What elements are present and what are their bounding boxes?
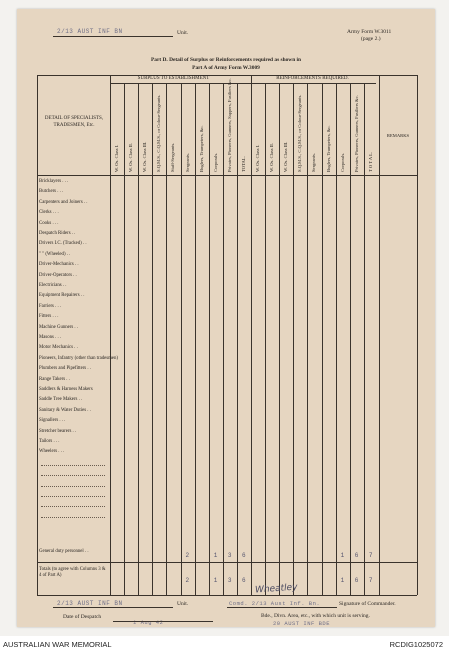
surplus-col-header: TOTAL. — [240, 156, 246, 172]
col-divider-reinf — [336, 84, 337, 595]
surplus-col-header: Staff-Sergeants. — [170, 142, 176, 172]
surplus-col-header: Corporals. — [212, 152, 218, 172]
col-divider-surplus — [152, 84, 153, 595]
unit-stamp-top: 2/13 AUST INF BN — [57, 28, 123, 35]
col-divider-surplus — [138, 84, 139, 595]
col-divider-reinf — [293, 84, 294, 595]
blank-row — [41, 486, 105, 487]
col-divider-remarks — [379, 75, 380, 595]
general-duty-value: 1 — [213, 552, 218, 559]
surplus-col-header: Privates, Pioneers, Gunners, Sappers, Fusiliers &c. — [226, 78, 232, 172]
col-divider-surplus — [166, 84, 167, 595]
col-divider-reinf — [364, 84, 365, 595]
col-divider-reinf — [350, 84, 351, 595]
archive-name: AUSTRALIAN WAR MEMORIAL — [3, 640, 112, 649]
table-row-label: Plumbers and Pipefitters . . — [39, 366, 91, 372]
table-row-label: Saddle Tree Makers . . — [39, 397, 83, 403]
total-value: 7 — [368, 577, 373, 584]
reinf-col-header: T O T A L. — [367, 151, 373, 172]
archive-bar — [0, 636, 449, 653]
reinforcements-header: REINFORCEMENTS REQUIRED. — [276, 76, 349, 81]
title-line-2: Part A of Army Form W.3009 — [192, 65, 260, 71]
table-row-label: Range Takers . . — [39, 376, 70, 382]
form-sheet — [17, 9, 435, 627]
col-divider-reinf — [307, 84, 308, 595]
table-row-label: Motor Mechanics . . — [39, 345, 78, 351]
table-row-label: Clerks . . . — [39, 210, 59, 216]
col-divider-surplus — [237, 84, 238, 595]
table-row-label: Cooks . . . — [39, 220, 59, 226]
surplus-header: SURPLUS TO ESTABLISHMENT — [137, 76, 210, 81]
despatch-stamp: 1 Aug 42 — [133, 619, 164, 626]
table-row-label: Farriers . . . — [39, 303, 62, 309]
general-duty-label: General duty personnel . . — [39, 549, 89, 554]
table-row-label: Sanitary & Water Duties . . — [39, 407, 91, 413]
totals-label: Totals (to agree with Columns 3 & 4 of Part A) — [39, 567, 106, 578]
total-value: 6 — [241, 577, 246, 584]
unit-stamp-bottom: 2/13 AUST INF BN — [57, 600, 123, 607]
general-duty-value: 3 — [227, 552, 232, 559]
table-row-label: Tailors . . . — [39, 439, 60, 444]
table-row-label: " " (Wheeled) . . — [39, 251, 71, 257]
total-value: 3 — [227, 577, 232, 584]
surplus-col-header: W. Os. Class II. — [128, 143, 134, 172]
table-row-label: Equipment Repairers . . — [39, 293, 85, 299]
col-divider-reinf — [322, 84, 323, 595]
total-value: 6 — [354, 577, 359, 584]
col-divider-surplus — [124, 84, 125, 595]
col-divider-surplus — [223, 84, 224, 595]
col-divider-surplus — [181, 84, 182, 595]
table-row-label: Driver-Operators . . — [39, 272, 77, 278]
surplus-col-header: S.Q.M.S., C.Q.M.S., or Colour-Sergeants. — [156, 94, 162, 172]
table-row-label: Fitters . . . — [39, 314, 59, 320]
reinf-col-header: W. Os. Class I. — [255, 144, 260, 172]
commander-stamp: Comd. 2/13 Aust Inf. Bn. — [229, 600, 321, 607]
total-value: 1 — [340, 577, 345, 584]
table-row-label: Pioneers, Infantry (other than tradesmen) — [39, 355, 118, 361]
col-divider-surplus — [195, 84, 196, 595]
table-row-label: Masons . . . — [39, 335, 62, 340]
unit-label-bottom: Unit. — [177, 601, 189, 607]
table-row-label: Butchers . . . — [39, 189, 64, 195]
col-divider-surplus — [209, 84, 210, 595]
archive-id: RCDIG1025072 — [389, 640, 443, 649]
general-duty-value: 6 — [354, 552, 359, 559]
despatch-label: Date of Despatch — [63, 614, 102, 620]
signature-label: Signature of Commander. — [339, 601, 396, 607]
reinf-col-header: Corporals. — [339, 152, 345, 172]
general-duty-value: 2 — [185, 552, 190, 559]
unit-label-top: Unit. — [177, 30, 189, 36]
remarks-header: REMARKS — [386, 133, 410, 138]
detail-table — [17, 9, 435, 627]
col-divider-detail — [110, 75, 111, 595]
blank-row — [41, 496, 105, 497]
surplus-col-header: W. Os. Class I. — [114, 144, 119, 172]
table-row-label: Stretcher bearers . . — [39, 428, 77, 434]
reinf-col-header: S.Q.M.S., C.Q.M.S., or Colour-Sergeants. — [297, 94, 303, 172]
table-row-label: Bricklayers . . . — [39, 179, 69, 184]
reinf-col-header: Buglers, Trumpeters, &c. — [325, 125, 331, 172]
blank-row — [41, 465, 105, 466]
commander-signature: Wheatley — [254, 582, 298, 596]
col-divider-reinf — [279, 84, 280, 595]
title-line-1: Part D. Detail of Surplus or Reinforcements required as shown in — [150, 57, 302, 63]
page-ref: (page 2.) — [361, 36, 381, 42]
reinf-col-header: W. Os. Class II. — [269, 143, 275, 172]
surplus-col-header: Buglers, Trumpeters, &c. — [198, 125, 204, 172]
surplus-col-header: W. Os. Class III. — [142, 141, 148, 172]
blank-row — [41, 475, 105, 476]
bde-stamp: 20 AUST INF BDE — [273, 620, 331, 627]
general-duty-value: 1 — [340, 552, 345, 559]
form-id: Army Form W.3011 — [347, 29, 392, 35]
table-row-label: Electricians . . — [39, 283, 67, 288]
total-value: 2 — [185, 577, 190, 584]
total-value: 1 — [213, 577, 218, 584]
surplus-col-header: Sergeants. — [184, 153, 190, 172]
table-row-label: Despatch Riders . . — [39, 231, 76, 236]
detail-header: DETAIL OF SPECIALISTS, TRADESMEN, Etc. — [44, 116, 104, 128]
blank-row — [41, 517, 105, 518]
col-divider-reinf-start — [251, 75, 252, 595]
bde-label: Bde., Divn. Area, etc., with which unit is serving. — [261, 613, 370, 619]
general-duty-value: 7 — [368, 552, 373, 559]
table-row-label: Signallers . . . — [39, 418, 66, 424]
table-row-label: Saddlers & Harness Makers — [39, 387, 93, 392]
reinf-col-header: W. Os. Class III. — [283, 141, 289, 172]
table-row-label: Drivers I.C. (Tracked) . . — [39, 241, 87, 247]
blank-row — [41, 506, 105, 507]
general-duty-value: 6 — [241, 552, 246, 559]
table-row-label: Wheelers . . . — [39, 449, 65, 455]
col-divider-reinf — [265, 84, 266, 595]
table-row-label: Machine Gunners . . — [39, 324, 79, 330]
table-row-label: Driver-Mechanics . . — [39, 262, 79, 268]
reinf-col-header: Sergeants. — [311, 153, 317, 172]
table-row-label: Carpenters and Joiners . . — [39, 199, 88, 205]
reinf-col-header: Privates, Pioneers, Gunners, Fusiliers &c. — [353, 95, 359, 172]
